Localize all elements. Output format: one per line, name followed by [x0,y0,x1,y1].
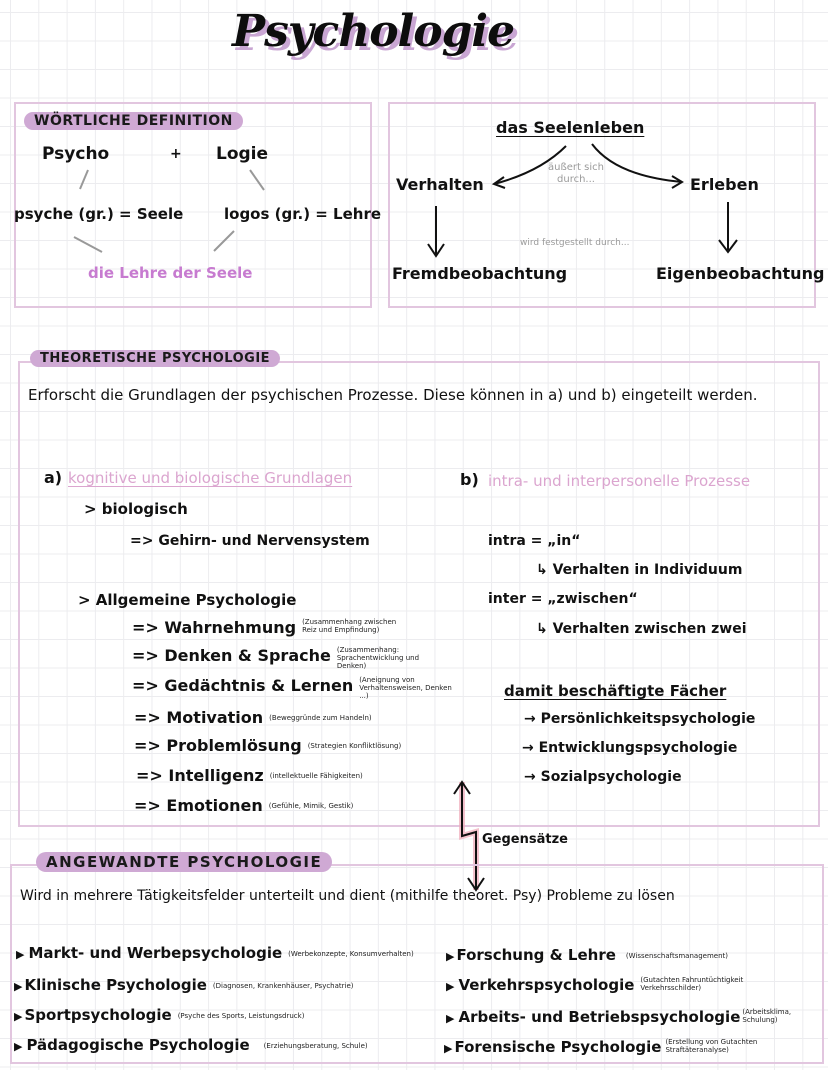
bullet-icon: ▶ [14,1040,23,1053]
item-note: (Aneignung von Verhaltensweisen, Denken ...) [359,676,452,700]
general-psychology-label: > Allgemeine Psychologie [78,591,297,609]
section-a-marker: a) [44,468,63,487]
item-name: Markt- und Werbepsychologie [28,944,283,962]
applied-intro: Wird in mehrere Tätigkeitsfelder unterteilt und dient (mithilfe theoret. Psy) Probleme zu lösen [20,888,675,904]
applied-item-markt [16,944,414,962]
bullet-icon: ▶ [14,1010,23,1023]
fremdbeobachtung-label: Fremdbeobachtung [392,264,568,283]
inter-definition: inter = „zwischen“ [488,591,638,607]
item-name: Forensische Psychologie [454,1038,662,1056]
meaning-psyche: psyche (gr.) = Seele [14,205,184,223]
erleben-label: Erleben [690,175,759,194]
item-note: (Wissenschaftsmanagement) [625,952,728,960]
seelenleben-heading: das Seelenleben [496,118,645,137]
item-name: Klinische Psychologie [24,976,207,994]
bullet-icon: ▶ [446,980,455,993]
subjects-heading: damit beschäftigte Fächer [504,682,727,700]
eigenbeobachtung-label: Eigenbeobachtung [656,264,825,283]
subject-item: → Sozialpsychologie [524,769,682,785]
item-note: (intellektuelle Fähigkeiten) [269,772,363,780]
applied-item-verkehr [446,976,750,994]
applied-badge: ANGEWANDTE PSYCHOLOGIE [36,852,332,872]
theoretical-badge: THEORETISCHE PSYCHOLOGIE [30,350,280,367]
item-name: => Problemlösung [134,736,302,755]
definition-result: die Lehre der Seele [88,264,253,282]
bullet-icon: ▶ [446,1012,455,1025]
item-note: (Arbeitsklima, Schulung) [742,1008,792,1024]
word-part-psycho: Psycho [42,144,110,164]
item-note: (Zusammenhang zwischen Reiz und Empfindung) [302,618,397,634]
definition-badge: WÖRTLICHE DEFINITION [24,112,243,130]
item-name: => Motivation [134,708,264,727]
item-note: (Strategien Konfliktlösung) [307,742,402,750]
applied-item-forensisch [444,1038,775,1056]
inter-description: ↳ Verhalten zwischen zwei [536,621,747,637]
bullet-icon: ▶ [444,1042,453,1055]
applied-item-paedagogisch [14,1036,368,1054]
item-name: => Gedächtnis & Lernen [132,676,354,695]
intra-definition: intra = „in“ [488,533,581,549]
item-note: (Gefühle, Mimik, Gestik) [268,802,354,810]
item-name: => Intelligenz [136,766,264,785]
item-name: Arbeits- und Betriebspsychologie [458,1008,741,1026]
word-part-logie: Logie [216,144,269,164]
subject-item: → Entwicklungspsychologie [522,740,738,756]
item-note: (Psyche des Sports, Leistungsdruck) [177,1012,305,1020]
item-note: (Erstellung von Gutachten Straftäteranalyse) [665,1038,758,1054]
plus-sign: + [170,146,182,162]
section-b-heading: intra- und interpersonelle Prozesse [488,472,751,490]
intra-description: ↳ Verhalten in Individuum [536,562,743,578]
bullet-icon: ▶ [16,948,25,961]
item-note: (Zusammenhang: Sprachentwicklung und Denken) [336,646,420,670]
item-name: Pädagogische Psychologie [26,1036,250,1054]
applied-item-arbeit [446,1008,792,1026]
section-b-marker: b) [460,470,479,489]
biological-item: => Gehirn- und Nervensystem [130,533,370,549]
item-note: (Diagnosen, Krankenhäuser, Psychatrie) [212,982,354,990]
verhalten-label: Verhalten [396,175,484,194]
observed-label: wird festgestellt durch... [520,238,630,248]
bullet-icon: ▶ [446,950,455,963]
item-name: => Emotionen [134,796,263,815]
bullet-icon: ▶ [14,980,23,993]
subject-item: → Persönlichkeitspsychologie [524,711,756,727]
item-name: Sportpsychologie [24,1006,172,1024]
biological-label: > biologisch [84,500,188,518]
item-note: (Werbekonzepte, Konsumverhalten) [288,950,414,958]
item-name: => Wahrnehmung [132,618,297,637]
theoretical-intro: Erforscht die Grundlagen der psychischen Prozesse. Diese können in a) und b) eingeteilt werden. [28,386,758,404]
applied-item-sport [14,1006,304,1024]
applied-item-klinisch [14,976,354,994]
item-note: (Gutachten Fahruntüchtigkeit Verkehrsschilder) [640,976,744,992]
item-note: (Erziehungsberatung, Schule) [263,1042,368,1050]
contrast-label: Gegensätze [482,832,568,847]
applied-item-forschung [446,946,728,964]
page-title: Psychologie [232,6,515,57]
item-note: (Beweggründe zum Handeln) [269,714,372,722]
meaning-logos: logos (gr.) = Lehre [224,205,382,223]
item-name: => Denken & Sprache [132,646,331,665]
section-a-heading: kognitive und biologische Grundlagen [68,469,353,487]
item-name: Forschung & Lehre [456,946,616,964]
connector-label: äußert sich durch... [548,162,604,185]
item-name: Verkehrspsychologie [458,976,635,994]
